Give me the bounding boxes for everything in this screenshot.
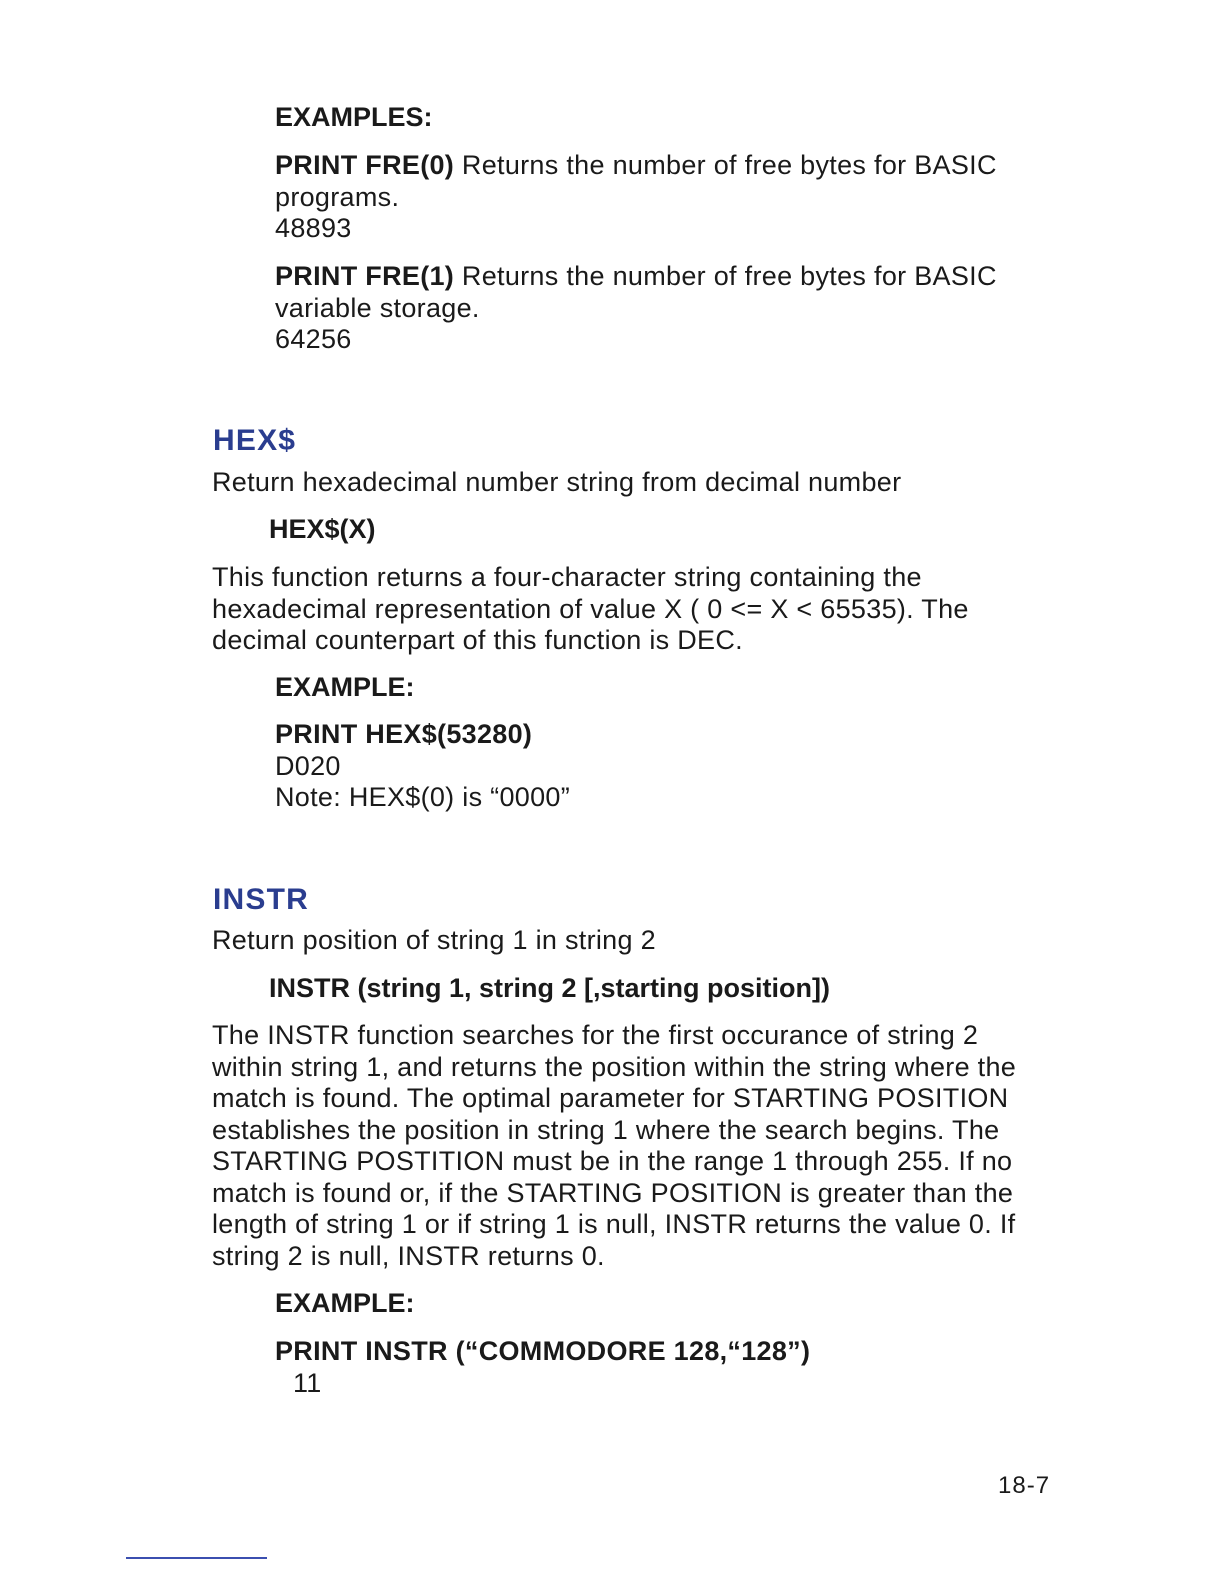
instr-example-output: 11 [293, 1367, 322, 1398]
instr-example [275, 1336, 810, 1399]
fre-example-2-command: PRINT FRE(1) [275, 261, 455, 291]
footer-rule [126, 1557, 267, 1559]
hex-example-note: Note: HEX$(0) is “0000” [275, 782, 571, 812]
instr-example-command: PRINT INSTR (“COMMODORE 128,“128”) [275, 1336, 811, 1366]
hex-summary: Return hexadecimal number string from decimal number [212, 467, 902, 497]
fre-example-2-desc-cont: variable storage. [275, 292, 480, 323]
page-number: 18-7 [998, 1472, 1051, 1499]
instr-desc-line: match is found or, if the STARTING POSITION is greater than the [212, 1177, 1014, 1208]
fre-example-1-desc-cont: programs. [275, 181, 400, 212]
hex-example-output: D020 [275, 750, 341, 781]
instr-desc-line: match is found. The optimal parameter for STARTING POSITION [212, 1083, 1009, 1113]
fre-examples-label: EXAMPLES: [275, 102, 433, 132]
instr-desc-line: The INSTR function searches for the first occurance of string 2 [212, 1020, 979, 1050]
instr-desc-line: length of string 1 or if string 1 is null, INSTR returns the value 0. If [212, 1209, 1016, 1239]
hex-example-command: PRINT HEX$(53280) [275, 719, 533, 749]
instr-desc-line: string 2 is null, INSTR returns 0. [212, 1240, 605, 1271]
instr-desc-line: STARTING POSTITION must be in the range 1 through 255. If no [212, 1146, 1013, 1176]
fre-example-2-desc: Returns the number of free bytes for BASIC [454, 261, 997, 291]
instr-desc-line: establishes the position in string 1 where the search begins. The [212, 1114, 1000, 1145]
hex-heading: HEX$ [213, 424, 297, 457]
hex-example [275, 719, 570, 814]
fre-example-1-desc: Returns the number of free bytes for BASIC [454, 150, 997, 180]
hex-syntax: HEX$(X) [269, 514, 376, 544]
fre-example-2 [275, 261, 997, 356]
hex-desc-line: decimal counterpart of this function is DEC. [212, 625, 743, 655]
hex-desc-line: hexadecimal representation of value X ( 0 <= X < 65535). The [212, 593, 969, 624]
instr-example-label: EXAMPLE: [275, 1288, 415, 1318]
fre-example-1-command: PRINT FRE(0) [275, 150, 455, 180]
hex-description [212, 562, 969, 657]
instr-heading: INSTR [213, 883, 309, 916]
fre-example-1 [275, 150, 997, 245]
hex-example-label: EXAMPLE: [275, 672, 415, 702]
hex-desc-line: This function returns a four-character string containing the [212, 562, 922, 592]
fre-example-1-output: 48893 [275, 213, 352, 243]
instr-summary: Return position of string 1 in string 2 [212, 925, 656, 955]
fre-example-2-output: 64256 [275, 324, 352, 354]
instr-syntax: INSTR (string 1, string 2 [,starting position]) [269, 973, 831, 1003]
instr-desc-line: within string 1, and returns the position within the string where the [212, 1051, 1017, 1082]
instr-description [212, 1020, 1016, 1272]
